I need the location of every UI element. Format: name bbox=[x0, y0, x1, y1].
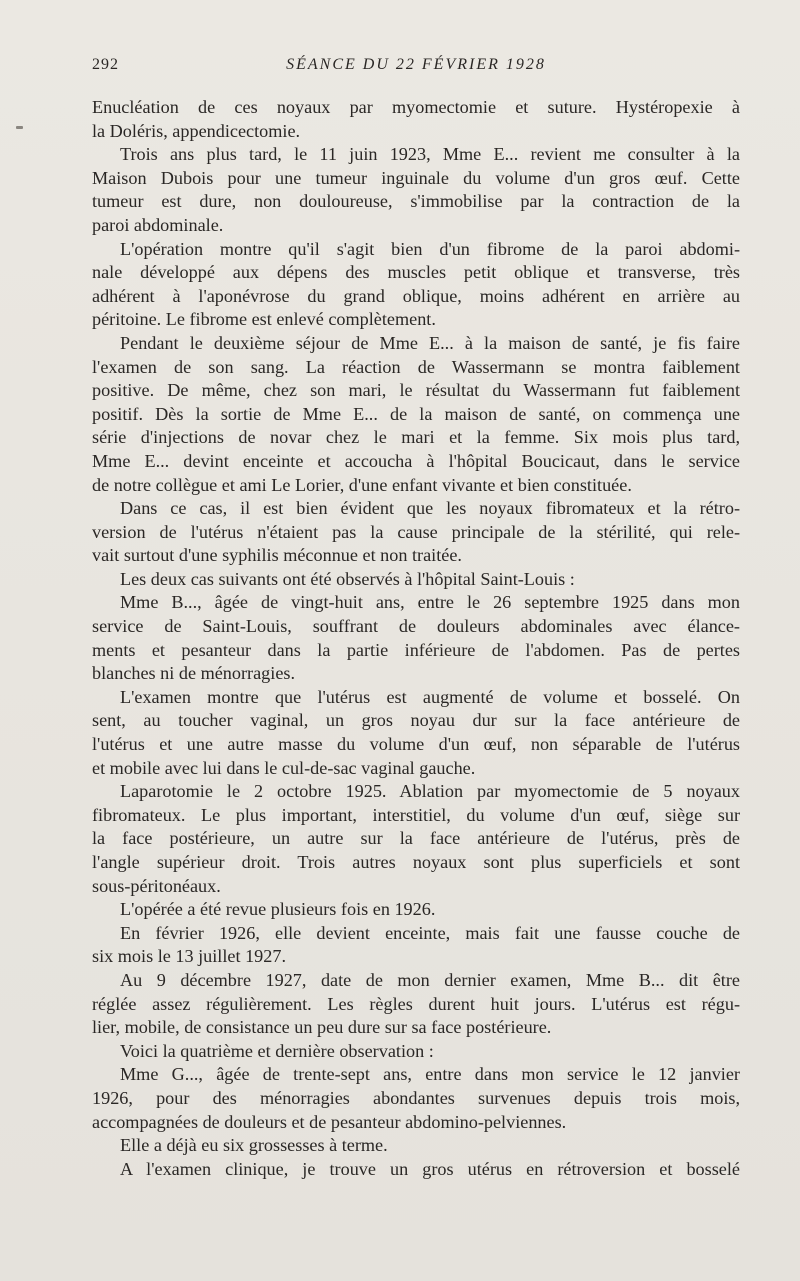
text-line: L'examen montre que l'utérus est augmenté de volume et bosselé. On bbox=[120, 686, 740, 707]
text-line: l'angle supérieur droit. Trois autres noyaux sont plus superficiels et sont bbox=[92, 852, 740, 872]
page-mark bbox=[16, 126, 23, 129]
page-number: 292 bbox=[92, 56, 119, 73]
text-line: vait surtout d'une syphilis méconnue et non traitée. bbox=[92, 545, 462, 566]
text-line: blanches ni de ménorragies. bbox=[92, 663, 296, 684]
text-line: réglée assez régulièrement. Les règles durent huit jours. L'utérus est régu- bbox=[92, 993, 740, 1014]
text-line: A l'examen clinique, je trouve un gros utérus en rétroversion et bosselé bbox=[120, 1158, 740, 1179]
text-line: Trois ans plus tard, le 11 juin 1923, Mme E... revient me consulter à la bbox=[120, 144, 740, 165]
text-line: L'opération montre qu'il s'agit bien d'un fibrome de la paroi abdomi- bbox=[120, 238, 740, 259]
text-line: la face postérieure, un autre sur la face antérieure de l'utérus, près de bbox=[92, 828, 740, 849]
text-line: de notre collègue et ami Le Lorier, d'une enfant vivante et bien constituée. bbox=[92, 474, 632, 495]
text-line: Maison Dubois pour une tumeur inguinale du volume d'un gros œuf. Cette bbox=[92, 167, 740, 188]
text-line: Mme G..., âgée de trente-sept ans, entre dans mon service le 12 janvier bbox=[120, 1064, 740, 1085]
text-line: Pendant le deuxième séjour de Mme E... à la maison de santé, je fis faire bbox=[120, 332, 740, 353]
text-line: Voici la quatrième et dernière observation : bbox=[120, 1040, 434, 1061]
text-line: 1926, pour des ménorragies abondantes survenues depuis trois mois, bbox=[92, 1087, 740, 1108]
text-line: l'utérus et une autre masse du volume d'un œuf, non séparable de l'utérus bbox=[92, 734, 740, 755]
text-line: Les deux cas suivants ont été observés à l'hôpital Saint-Louis : bbox=[120, 568, 575, 589]
text-line: lier, mobile, de consistance un peu dure sur sa face postérieure. bbox=[92, 1017, 552, 1038]
text-line: adhérent à l'aponévrose du grand oblique, moins adhérent en arrière au bbox=[92, 285, 740, 306]
text-line: Laparotomie le 2 octobre 1925. Ablation par myomectomie de 5 noyaux bbox=[120, 781, 740, 802]
text-line: Elle a déjà eu six grossesses à terme. bbox=[120, 1135, 388, 1156]
running-title: SÉANCE DU 22 FÉVRIER 1928 bbox=[286, 56, 546, 73]
text-line: sous-péritonéaux. bbox=[92, 875, 221, 896]
text-line: En février 1926, elle devient enceinte, mais fait une fausse couche de bbox=[120, 922, 740, 943]
text-line: fibromateux. Le plus important, interstitiel, du volume d'un œuf, siège sur bbox=[92, 804, 740, 825]
text-line: péritoine. Le fibrome est enlevé complètement. bbox=[92, 309, 436, 330]
page-header bbox=[92, 56, 740, 78]
text-line: positif. Dès la sortie de Mme E... de la maison de santé, on commença une bbox=[92, 403, 740, 424]
text-line: L'opérée a été revue plusieurs fois en 1926. bbox=[120, 899, 436, 920]
text-line: Enucléation de ces noyaux par myomectomie et suture. Hystéropexie à bbox=[92, 97, 740, 117]
text-line: l'examen de son sang. La réaction de Wassermann se montra faiblement bbox=[92, 356, 740, 377]
text-line: Mme E... devint enceinte et accoucha à l'hôpital Boucicaut, dans le service bbox=[92, 450, 740, 471]
body-text bbox=[92, 96, 740, 1181]
text-line: Dans ce cas, il est bien évident que les noyaux fibromateux et la rétro- bbox=[120, 498, 740, 519]
text-line: service de Saint-Louis, souffrant de douleurs abdominales avec élance- bbox=[92, 616, 740, 637]
text-line: Mme B..., âgée de vingt-huit ans, entre le 26 septembre 1925 dans mon bbox=[120, 592, 740, 613]
text-line: nale développé aux dépens des muscles petit oblique et transverse, très bbox=[92, 262, 740, 283]
text-line: et mobile avec lui dans le cul-de-sac vaginal gauche. bbox=[92, 757, 476, 778]
text-line: Au 9 décembre 1927, date de mon dernier examen, Mme B... dit être bbox=[120, 969, 740, 990]
text-line: sent, au toucher vaginal, un gros noyau dur sur la face antérieure de bbox=[92, 710, 740, 731]
text-line: série d'injections de novar chez le mari et la femme. Six mois plus tard, bbox=[92, 427, 740, 448]
text-line: positive. De même, chez son mari, le résultat du Wassermann fut faiblement bbox=[92, 380, 740, 401]
text-line: tumeur est dure, non douloureuse, s'immobilise par la contraction de la bbox=[92, 191, 740, 212]
text-line: paroi abdominale. bbox=[92, 214, 224, 235]
text-line: accompagnées de douleurs et de pesanteur abdomino-pelviennes. bbox=[92, 1111, 567, 1132]
text-line: ments et pesanteur dans la partie inférieure de l'abdomen. Pas de pertes bbox=[92, 639, 740, 660]
text-line: six mois le 13 juillet 1927. bbox=[92, 946, 286, 967]
text-line: la Doléris, appendicectomie. bbox=[92, 120, 301, 141]
text-line: version de l'utérus n'étaient pas la cause principale de la stérilité, qui rele- bbox=[92, 521, 740, 542]
